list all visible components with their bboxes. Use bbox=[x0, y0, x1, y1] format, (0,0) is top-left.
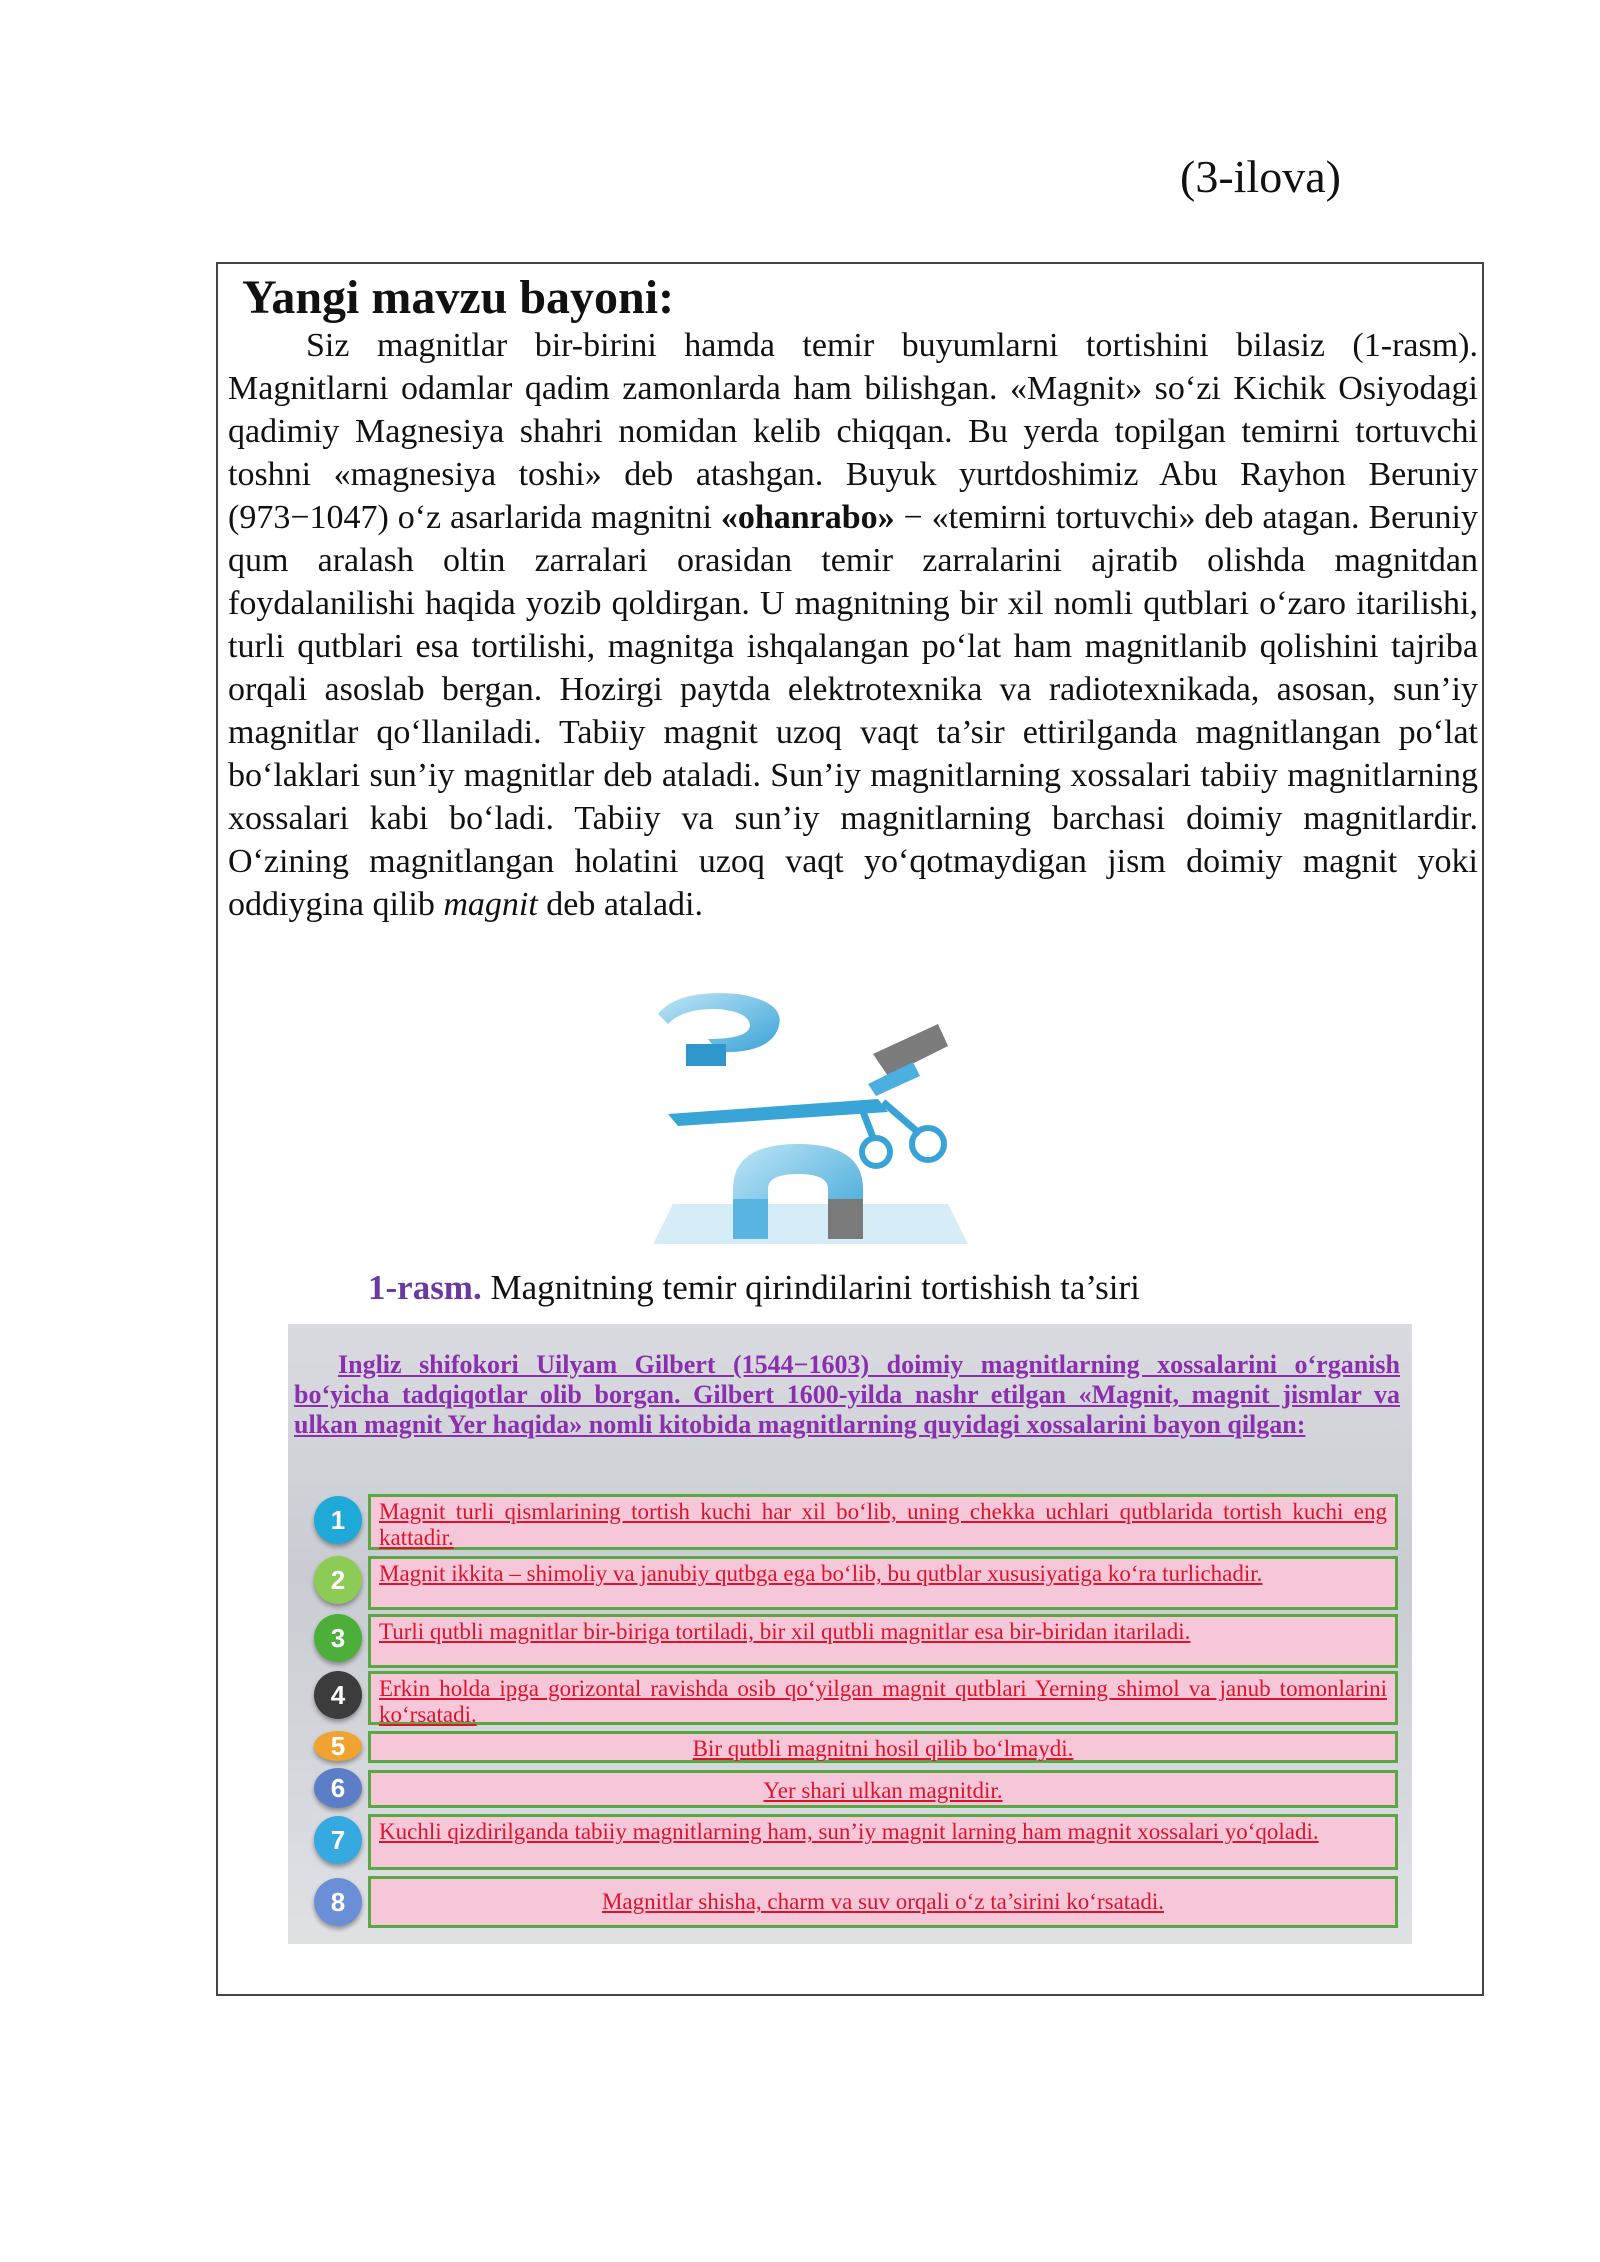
property-item: Bir qutbli magnitni hosil qilib bo‘lmaydi. bbox=[368, 1731, 1398, 1763]
bold-term: «ohanrabo» bbox=[720, 499, 895, 536]
property-item: Magnit ikkita – shimoliy va janubiy qutbga ega bo‘lib, bu qutblar xususiyatiga ko‘ra turlichadir. bbox=[368, 1556, 1398, 1610]
body-paragraph bbox=[228, 324, 1478, 926]
paragraph-text: Siz magnitlar bir-birini hamda temir buyumlarni tortishini bilasiz (1-rasm). Magnitlarni odamlar qadim zamonlarda ham bilishgan. «Magnit» so‘zi Kichik Osiyodagi qadimiy Magnesiya shahri nomidan kelib chiqqan. Bu yerda topilgan temirni tortuvchi toshni «magnesiya toshi» deb atashgan. Buyuk yurtdoshimiz Abu Rayhon Beruniy (973−1047) o‘z asarlarida magnitni bbox=[228, 327, 1478, 536]
figure-caption-label: 1-rasm. bbox=[368, 1268, 482, 1307]
property-item: Kuchli qizdirilganda tabiiy magnitlarning ham, sun’iy magnit larning ham magnit xossalari yo‘qoladi. bbox=[368, 1814, 1398, 1870]
figure-caption-text: Magnitning temir qirindilarini tortishish ta’siri bbox=[481, 1268, 1140, 1307]
number-badge: 5 bbox=[314, 1731, 362, 1761]
number-badge: 2 bbox=[314, 1556, 362, 1604]
number-badge: 6 bbox=[314, 1768, 362, 1808]
number-badge: 7 bbox=[314, 1816, 362, 1864]
content-frame bbox=[216, 262, 1484, 1996]
number-badge: 1 bbox=[314, 1496, 362, 1544]
number-badge: 3 bbox=[314, 1614, 362, 1662]
paragraph-text: deb ataladi. bbox=[537, 886, 703, 923]
magnet-illustration bbox=[638, 984, 1078, 1254]
paragraph-text: − «temirni tortuvchi» deb atagan. Beruniy qum aralash oltin zarralari orasidan temir zarralarini ajratib olishda magnitdan foydalanilishi haqida yozib qoldirgan. U magnitning bir xil nomli qutblari o‘zaro itarilishi, turli qutblari esa tortilishi, magnitga ishqalangan po‘lat ham magnitlanib qolishini tajriba orqali asoslab bergan. Hozirgi paytda elektrotexnika va radiotexnikada, asosan, sun’iy magnitlar qo‘llaniladi. Tabiiy magnit uzoq vaqt ta’sir ettirilganda magnitlangan po‘lat bo‘laklari sun’iy magnitlar deb ataladi. Sun’iy magnitlarning xossalari tabiiy magnitlarning xossalari kabi bo‘ladi. Tabiiy va sun’iy magnitlarning barchasi doimiy magnitlardir. O‘zining magnitlangan holatini uzoq vaqt yo‘qotmaydigan jism doimiy magnit yoki oddiygina qilib bbox=[228, 499, 1478, 923]
property-item: Magnitlar shisha, charm va suv orqali o‘z ta’sirini ko‘rsatadi. bbox=[368, 1876, 1398, 1928]
figure-caption bbox=[368, 1268, 1140, 1308]
appendix-label: (3-ilova) bbox=[1180, 151, 1341, 202]
italic-term: magnit bbox=[443, 886, 538, 923]
number-badge: 4 bbox=[314, 1671, 362, 1719]
gilbert-panel bbox=[288, 1324, 1412, 1944]
property-item: Turli qutbli magnitlar bir-biriga tortiladi, bir xil qutbli magnitlar esa bir-biridan itariladi. bbox=[368, 1614, 1398, 1668]
property-item: Yer shari ulkan magnitdir. bbox=[368, 1770, 1398, 1808]
number-badge: 8 bbox=[314, 1878, 362, 1926]
property-item: Magnit turli qismlarining tortish kuchi har xil bo‘lib, uning chekka uchlari qutblarida tortish kuchi eng kattadir. bbox=[368, 1494, 1398, 1550]
gilbert-intro: Ingliz shifokori Uilyam Gilbert (1544−1603) doimiy magnitlarning xossalarini o‘rganish bo‘yicha tadqiqotlar olib borgan. Gilbert 1600-yilda nashr etilgan «Magnit, magnit jismlar va ulkan magnit Yer haqida» nomli kitobida magnitlarning quyidagi xossalarini bayon qilgan: bbox=[294, 1350, 1400, 1439]
section-title: Yangi mavzu bayoni: bbox=[242, 271, 675, 324]
property-item: Erkin holda ipga gorizontal ravishda osib qo‘yilgan magnit qutblari Yerning shimol va janub tomonlarini ko‘rsatadi. bbox=[368, 1671, 1398, 1725]
